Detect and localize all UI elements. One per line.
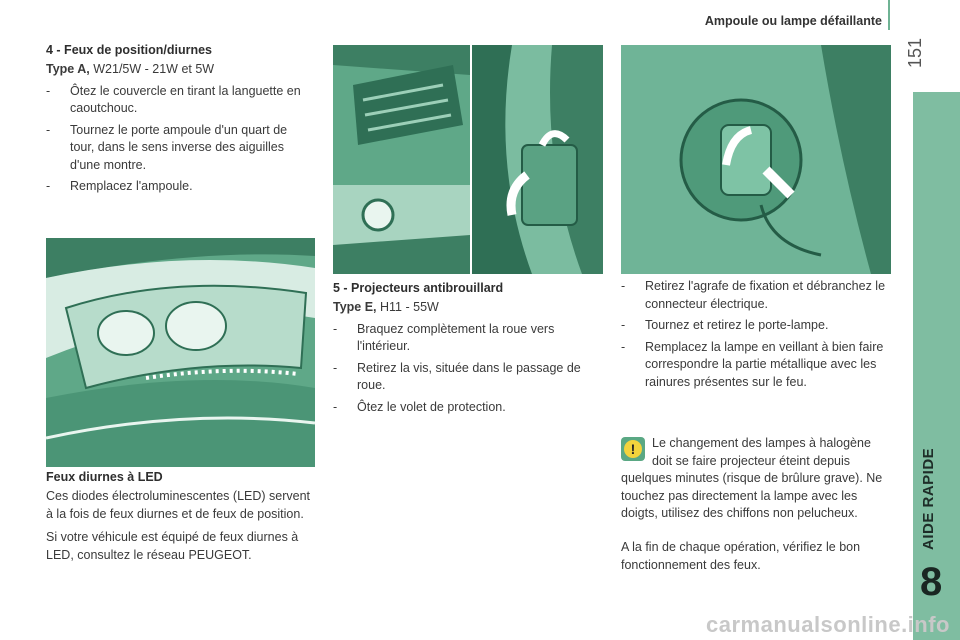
section-5-continued <box>621 278 891 391</box>
wheel-arch-illustration <box>472 45 603 274</box>
section-4-heading: 4 - Feux de position/diurnes <box>46 43 212 57</box>
page-number: 151 <box>905 37 925 68</box>
list-item: - Retirez la vis, située dans le passage de roue. <box>333 360 581 392</box>
warning-icon: ! <box>621 437 645 461</box>
led-section <box>46 470 314 564</box>
section-5-type-value: H11 - 55W <box>376 300 439 314</box>
led-headlamp-illustration <box>46 238 315 467</box>
section-5-type <box>333 299 605 317</box>
wheel-arch-drawing <box>472 45 603 274</box>
section-5-heading: 5 - Projecteurs antibrouillard <box>333 281 504 295</box>
led-paragraph-2: Si votre véhicule est équipé de feux diurnes à LED, consultez le réseau PEUGEOT. <box>46 530 299 562</box>
list-item: - Retirez l'agrafe de fixation et débranchez le connecteur électrique. <box>621 279 886 311</box>
fog-lamp-connector-drawing <box>621 45 891 274</box>
fog-lamp-front-illustration <box>333 45 470 274</box>
footer-watermark: carmanualsonline.info <box>706 612 950 637</box>
section-4 <box>46 43 311 196</box>
section-5-type-label: Type E, <box>333 300 377 314</box>
warning-text-rest: quelques minutes (risque de brûlure grave). Ne touchez pas directement la lampe avec les doigts, utilisez des chiffons non pelucheux. <box>621 471 883 520</box>
list-item: - Remplacez l'ampoule. <box>46 179 193 193</box>
chapter-sidebar <box>913 92 960 640</box>
list-item: - Ôtez le volet de protection. <box>333 399 506 414</box>
list-item: - Remplacez la lampe en veillant à bien faire correspondre la partie métallique avec les rainures présentes sur le feu. <box>621 339 884 389</box>
list-item: - Braquez complètement la roue vers l'intérieur. <box>333 321 555 353</box>
warning-text-final: A la fin de chaque opération, vérifiez le bon fonctionnement des feux. <box>621 540 861 572</box>
section-4-type-value: W21/5W - 21W et 5W <box>89 62 215 76</box>
led-paragraph-1: Ces diodes électroluminescentes (LED) servent à la fois de feux diurnes et de feux de position. <box>46 489 311 521</box>
headlamp-drawing <box>46 238 315 467</box>
fog-lamp-front-drawing <box>333 45 470 274</box>
chapter-label: AIDE RAPIDE <box>920 447 937 550</box>
led-heading: Feux diurnes à LED <box>46 470 163 484</box>
section-4-type-label: Type A, <box>46 62 90 76</box>
fog-lamp-connector-illustration <box>621 45 891 274</box>
page-header-title: Ampoule ou lampe défaillante <box>704 14 882 28</box>
list-item: - Ôtez le couvercle en tirant la languette en caoutchouc. <box>46 83 301 115</box>
list-item: - Tournez le porte ampoule d'un quart de tour, dans le sens inverse des aiguilles d'une montre. <box>46 122 288 172</box>
warning-text-first: Le changement des lampes à halogène doit se faire projecteur éteint depuis <box>652 436 871 468</box>
list-item: - Tournez et retirez le porte-lampe. <box>621 318 829 332</box>
chapter-number: 8 <box>920 560 943 604</box>
section-4-type <box>46 61 311 79</box>
header-divider <box>888 0 890 30</box>
section-5 <box>333 281 605 416</box>
